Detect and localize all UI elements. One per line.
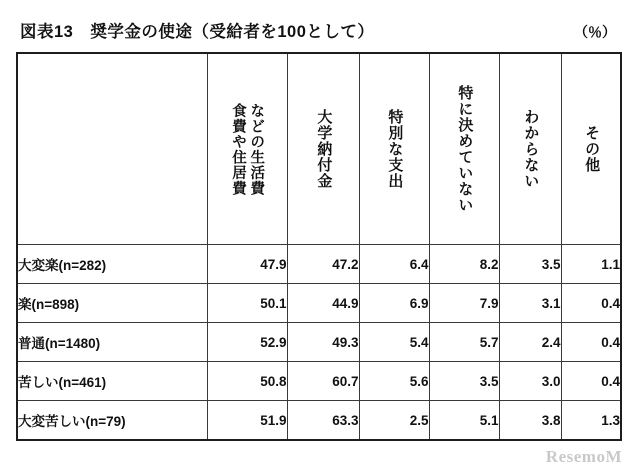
cell-value: 6.9 — [359, 284, 429, 323]
title-row — [20, 18, 622, 42]
cell-value: 63.3 — [287, 401, 359, 441]
cell-value: 47.2 — [287, 245, 359, 284]
row-label: 楽(n=898) — [17, 284, 207, 323]
cell-value: 3.1 — [499, 284, 561, 323]
table-row — [17, 284, 621, 323]
column-header-special-expense — [359, 53, 429, 245]
cell-value: 3.8 — [499, 401, 561, 441]
table-header-row — [17, 53, 621, 245]
cell-value: 51.9 — [207, 401, 287, 441]
column-header-not-decided — [429, 53, 499, 245]
column-header-other-text: その他 — [583, 125, 601, 173]
cell-value: 2.5 — [359, 401, 429, 441]
cell-value: 7.9 — [429, 284, 499, 323]
table-row — [17, 323, 621, 362]
table-row — [17, 245, 621, 284]
cell-value: 3.5 — [429, 362, 499, 401]
column-header-dont-know-text: わからない — [522, 109, 540, 189]
cell-value: 3.0 — [499, 362, 561, 401]
cell-value: 44.9 — [287, 284, 359, 323]
cell-value: 50.1 — [207, 284, 287, 323]
column-header-living-expenses-line2: などの生活費 — [248, 102, 265, 196]
cell-value: 60.7 — [287, 362, 359, 401]
scholarship-usage-table — [16, 52, 622, 441]
cell-value: 5.1 — [429, 401, 499, 441]
cell-value: 8.2 — [429, 245, 499, 284]
cell-value: 1.3 — [561, 401, 621, 441]
column-header-living-expenses-line1: 食費や住居費 — [230, 102, 246, 196]
table-corner-cell — [17, 53, 207, 245]
page-title: 図表13 奨学金の使途（受給者を100として） — [20, 23, 375, 41]
row-label: 苦しい(n=461) — [17, 362, 207, 401]
cell-value: 5.7 — [429, 323, 499, 362]
unit-label: （％） — [574, 24, 616, 40]
row-label: 普通(n=1480) — [17, 323, 207, 362]
row-label: 大変楽(n=282) — [17, 245, 207, 284]
cell-value: 3.5 — [499, 245, 561, 284]
cell-value: 50.8 — [207, 362, 287, 401]
column-header-dont-know — [499, 53, 561, 245]
column-header-special-expense-text: 特別な支出 — [386, 109, 404, 189]
cell-value: 0.4 — [561, 284, 621, 323]
cell-value: 0.4 — [561, 323, 621, 362]
table-row — [17, 362, 621, 401]
column-header-tuition — [287, 53, 359, 245]
column-header-tuition-text: 大学納付金 — [315, 109, 333, 189]
cell-value: 52.9 — [207, 323, 287, 362]
cell-value: 5.4 — [359, 323, 429, 362]
cell-value: 1.1 — [561, 245, 621, 284]
row-label: 大変苦しい(n=79) — [17, 401, 207, 441]
cell-value: 47.9 — [207, 245, 287, 284]
cell-value: 5.6 — [359, 362, 429, 401]
column-header-living-expenses — [207, 53, 287, 245]
cell-value: 2.4 — [499, 323, 561, 362]
cell-value: 0.4 — [561, 362, 621, 401]
watermark: ResemoM — [545, 447, 622, 466]
column-header-other — [561, 53, 621, 245]
cell-value: 6.4 — [359, 245, 429, 284]
cell-value: 49.3 — [287, 323, 359, 362]
table-row — [17, 401, 621, 441]
column-header-not-decided-text: 特に決めていない — [456, 85, 474, 213]
